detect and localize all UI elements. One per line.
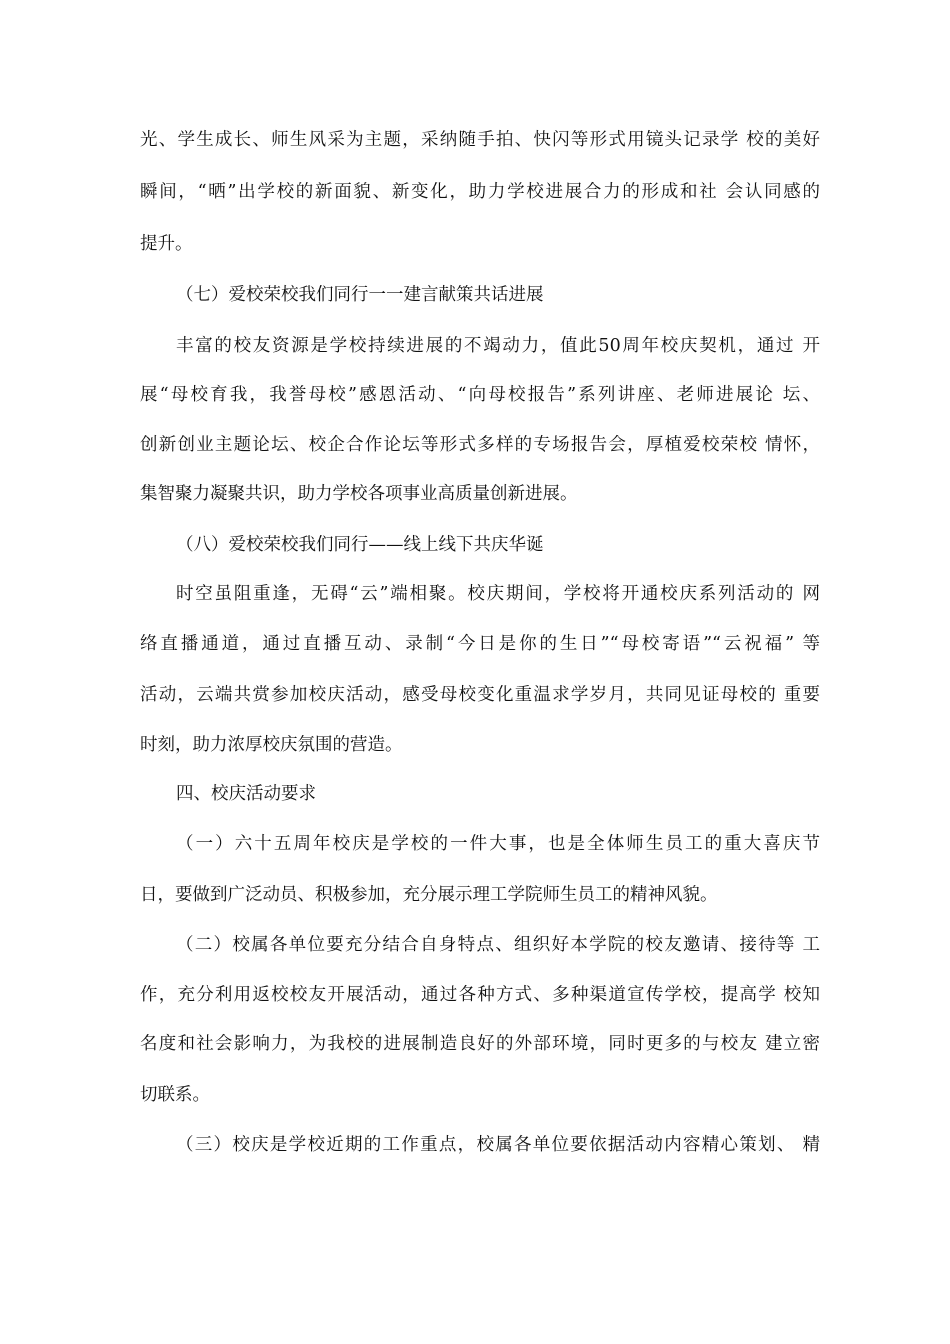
paragraph-line: 瞬间，“晒”出学校的新面貌、新变化，助力学校进展合力的形成和社 会认同感的	[140, 182, 820, 202]
paragraph-line: 创新创业主题论坛、校企合作论坛等形式多样的专场报告会，厚植爱校荣校 情怀，	[140, 435, 820, 455]
paragraph-line: （一）六十五周年校庆是学校的一件大事，也是全体师生员工的重大喜庆节	[176, 834, 820, 854]
paragraph-line: 集智聚力凝聚共识，助力学校各项事业高质量创新进展。	[140, 484, 578, 504]
paragraph-line: 光、学生成长、师生风采为主题，采纳随手拍、快闪等形式用镜头记录学 校的美好	[140, 130, 820, 150]
paragraph-line: 时刻，助力浓厚校庆氛围的营造。	[140, 735, 403, 755]
paragraph-line: 时空虽阻重逢，无碍“云”端相聚。校庆期间，学校将开通校庆系列活动的 网	[176, 584, 820, 604]
paragraph-line: 作，充分利用返校校友开展活动，通过各种方式、多种渠道宣传学校，提高学 校知	[140, 985, 820, 1005]
paragraph-line: 切联系。	[140, 1085, 210, 1105]
section-heading-4: 四、校庆活动要求	[176, 784, 316, 804]
paragraph-line: 提升。	[140, 234, 193, 254]
paragraph-line: （二）校属各单位要充分结合自身特点、组织好本学院的校友邀请、接待等 工	[176, 935, 820, 955]
paragraph-line: 活动，云端共赏参加校庆活动，感受母校变化重温求学岁月，共同见证母校的 重要	[140, 685, 820, 705]
paragraph-line: （三）校庆是学校近期的工作重点，校属各单位要依据活动内容精心策划、 精	[176, 1135, 820, 1155]
section-heading-8: （八）爱校荣校我们同行——线上线下共庆华诞	[176, 535, 544, 555]
paragraph-line: 名度和社会影响力，为我校的进展制造良好的外部环境，同时更多的与校友 建立密	[140, 1034, 820, 1054]
paragraph-line: 展“母校育我，我誉母校”感恩活动、“向母校报告”系列讲座、老师进展论 坛、	[140, 385, 820, 405]
paragraph-line: 日，要做到广泛动员、积极参加，充分展示理工学院师生员工的精神风貌。	[140, 885, 718, 905]
section-heading-7: （七）爱校荣校我们同行一一建言献策共话进展	[176, 285, 544, 305]
paragraph-line: 丰富的校友资源是学校持续进展的不竭动力，值此50周年校庆契机，通过 开	[176, 336, 820, 356]
paragraph-line: 络直播通道，通过直播互动、录制“今日是你的生日”“母校寄语”“云祝福” 等	[140, 634, 820, 654]
